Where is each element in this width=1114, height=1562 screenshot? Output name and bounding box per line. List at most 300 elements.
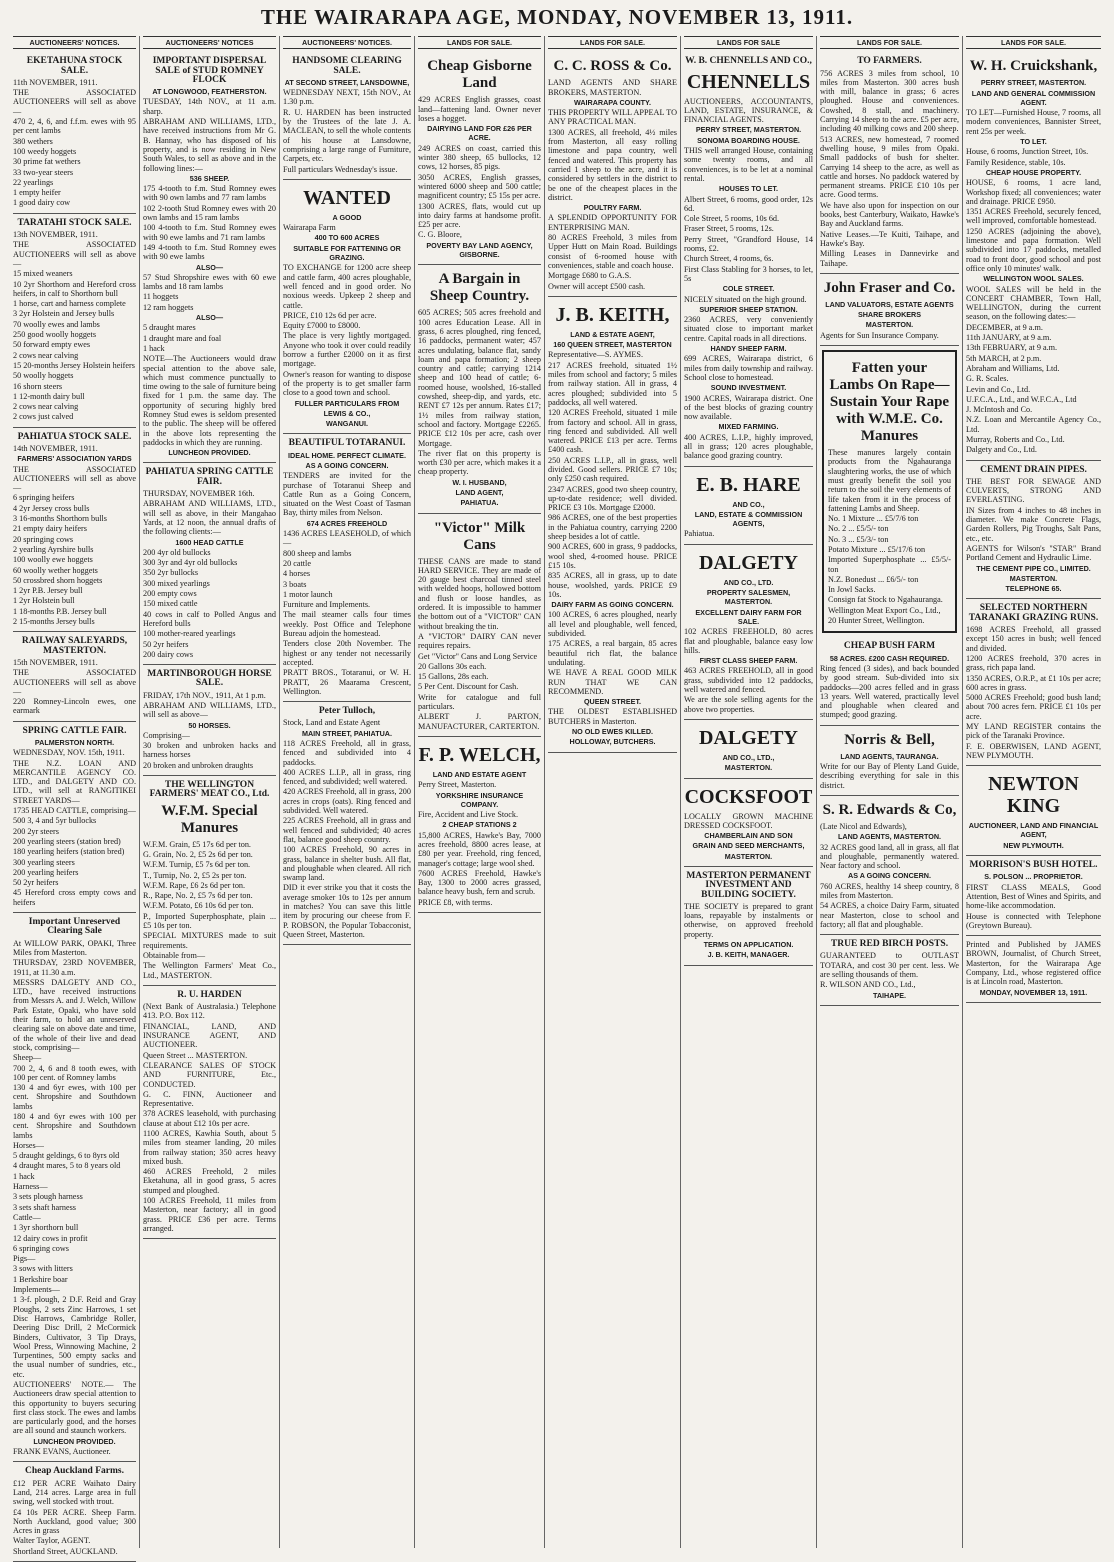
ad-text-line: 11 hoggets: [143, 292, 179, 302]
ad-text-line: 1 empty heifer: [13, 188, 61, 198]
ad-text-line: 605 ACRES; 505 acres freehold and 100 acres Education Lease. All in grass, 6 acres ploughed, ring fenced, 16 paddocks, permanent water; 457 acres undulating, balance flat, sandy loam and papa formation; 2 sheep country and cattle; carrying 1214 sheep and 100 head of cattle; 6-roomed house, woolshed, 16-stalled cowshed, sheep-dip, and yards, etc. RENT £7 12s per annum. Rates £17; 1½ miles from railway station, school and factory. Mortgage £2265. PRICE £12 10s per acre, cash over Mortgage.: [418, 308, 541, 448]
ad-text-line: LAND & ESTATE AGENT,: [570, 329, 655, 339]
ad-text-line: PRICE £8, with terms.: [418, 897, 493, 907]
ad-display-heading: WANTED: [303, 186, 391, 209]
ad-title: TO FARMERS.: [857, 56, 922, 67]
ad-text-line: 20 cattle: [283, 558, 311, 568]
ad-text-line: 54 ACRES, a choice Dairy Farm, situated near Masterton, close to school and factory; all flat and ploughable.: [820, 901, 959, 929]
ad-text-line: ALSO—: [195, 313, 224, 323]
advertisement: [820, 52, 959, 274]
column-header: AUCTIONEERS' NOTICES.: [283, 36, 411, 49]
ad-text-line: 217 ACRES freehold, situated 1½ miles from school and factory; 5 miles from railway station. All in grass, 4 acres ploughed; subdivided into 5 paddocks, all well watered.: [548, 360, 677, 407]
ad-text-line: TAIHAPE.: [872, 990, 906, 1000]
ad-text-line: 12 ram hoggets: [143, 302, 194, 312]
ad-text-line: 100 mother-reared yearlings: [143, 629, 236, 639]
ad-text-line: 1735 HEAD CATTLE, comprising—: [13, 806, 136, 816]
ad-text-line: HANDY SHEEP FARM.: [710, 344, 787, 354]
ad-text-line: AND CO., LTD.,: [722, 752, 775, 762]
ad-text-line: IDEAL HOME. PERFECT CLIMATE.: [288, 450, 406, 460]
ad-text-line: 4 horses: [283, 569, 311, 579]
ad-text-line: LAND AGENT,: [455, 487, 504, 497]
ad-text-line: LUNCHEON PROVIDED.: [168, 448, 251, 458]
ad-text-line: AUCTIONEERS' NOTE.— The Auctioneers draw special attention to this opportunity to buyers securing first class stock. The ewes and lambs are particularly good, and the horses are all sound and staunch workers.: [13, 1380, 136, 1436]
ad-text-line: CLEARANCE SALES OF STOCK AND FURNITURE, Etc., CONDUCTED.: [143, 1060, 276, 1089]
ad-text-line: AGENTS for Wilson's "STAR" Brand Portland Cement and Hydraulic Lime.: [966, 543, 1101, 563]
ad-title: Fatten your Lambs On Rape—Sustain Your Rape with W.M.E. Co. Manures: [829, 360, 950, 445]
advertisement: [143, 776, 276, 986]
ad-text-line: HOLLOWAY, BUTCHERS.: [569, 737, 656, 747]
advertisement: [283, 52, 411, 180]
ad-text-line: Native Leases.—Te Kuiti, Taihape, and Hawke's Bay.: [820, 229, 959, 248]
ad-text-line: TO LET.: [1020, 137, 1047, 147]
ad-text-line: First Class Stabling for 3 horses, to let, 5s: [684, 264, 813, 283]
ad-text-line: Dalgety and Co., Ltd.: [966, 445, 1037, 455]
ad-text-line: PROPERTY SALESMEN, MASTERTON.: [706, 588, 791, 607]
ad-text-line: We are the sole selling agents for the above two properties.: [684, 695, 813, 714]
ad-text-line: 100 4-tooth to f.m. Stud Romney ewes with 90 ewe lambs and 71 ram lambs: [143, 223, 276, 242]
ad-text-line: 200 dairy cows: [143, 649, 194, 659]
ad-text-line: FRANK EVANS, Auctioneer.: [13, 1447, 111, 1457]
ad-text-line: 15th NOVEMBER, 1911.: [13, 657, 98, 667]
ad-text-line: THURSDAY, NOVEMBER 16th.: [143, 489, 255, 499]
ad-text-line: NOTE—The Auctioneers would draw special attention to the above sale, which must commence punctually to time owing to the sale of furniture being fixed for 1 p.m. the same day. The opportunity of securing highly bred Romney Stud ewes is seldom presented to the public. The sheep will be offered in the above lots representing the paddocks in which they are running.: [143, 354, 276, 447]
ad-text-line: 175 ACRES, a real bargain, 85 acres beautiful rich flat, the balance undulating.: [548, 639, 677, 667]
ad-text-line: Stock, Land and Estate Agent: [283, 718, 381, 728]
ad-title: PAHIATUA SPRING CATTLE FAIR.: [145, 467, 274, 487]
ad-text-line: House is connected with Telephone (Greytown Bureau).: [966, 911, 1101, 930]
ad-text-line: FRIDAY, 17th NOV., 1911, At 1 p.m.: [143, 690, 266, 700]
ad-title: PAHIATUA STOCK SALE.: [17, 431, 132, 442]
ad-text-line: Write for catalogue and full particulars.: [418, 692, 541, 712]
ad-text-line: W.F.M. Grain, £5 17s 6d per ton.: [143, 839, 251, 849]
ad-text-line: 300 3yr and 4yr old bullocks: [143, 558, 238, 568]
ad-text-line: MAIN STREET, PAHIATUA.: [302, 728, 392, 738]
ad-text-line: 20 Gallons 30s each.: [418, 661, 487, 671]
advertisement: [13, 632, 136, 721]
ad-text-line: Tenders close 20th November. The highest or any tender not necessarily accepted.: [283, 639, 411, 667]
ad-text-line: 11th NOVEMBER, 1911.: [13, 77, 98, 87]
advertisement: [13, 52, 136, 213]
ad-text-line: 102 ACRES FREEHOLD, 80 acres flat and ploughable, balance easy low hills.: [684, 627, 813, 655]
ad-text-line: We have also upon for inspection on our books, best Canterbury, Waikato, Hawke's Bay and Auckland farms.: [820, 200, 959, 229]
ad-text-line: WEDNESDAY NEXT, 15th NOV., At 1.30 p.m.: [283, 88, 411, 107]
ad-text-line: R. WILSON AND CO., Ltd.,: [820, 980, 916, 990]
column-header: AUCTIONEERS' NOTICES: [143, 36, 276, 49]
ad-text-line: DAIRY FARM AS GOING CONCERN.: [551, 600, 674, 610]
ad-text-line: 1 good dairy cow: [13, 198, 71, 208]
ad-text-line: 1 hack: [143, 343, 165, 353]
ad-text-line: SOUND INVESTMENT.: [710, 383, 787, 393]
columns-container: [10, 36, 1104, 1556]
ad-text-line: 400 ACRES, L.I.P., highly improved, all in grass; 120 acres ploughable, balance good grazing country.: [684, 432, 813, 461]
advertisement: [283, 180, 411, 435]
ad-text-line: WEDNESDAY, NOV. 15th, 1911.: [13, 748, 125, 758]
ad-text-line: 460 ACRES Freehold, 2 miles Eketahuna, all in good grass, 5 acres stumped and ploughed.: [143, 1167, 276, 1195]
advertisement: [966, 52, 1101, 460]
ad-display-heading: DALGETY: [699, 726, 798, 749]
ad-text-line: TELEPHONE 65.: [1005, 584, 1062, 594]
ad-title: MARTINBOROUGH HORSE SALE.: [147, 669, 272, 689]
ad-text-line: 2 cows near calving: [13, 350, 79, 360]
ad-text-line: WAIRARAPA COUNTY.: [573, 97, 652, 107]
ad-text-line: 5 draught mares: [143, 323, 196, 333]
ad-text-line: 1 12-month dairy bull: [13, 391, 85, 401]
ad-text-line: THE CEMENT PIPE CO., LIMITED.: [976, 563, 1091, 573]
ad-text-line: N.Z. Bonedust ... £6/5/- ton: [828, 574, 919, 584]
ad-text-line: 3 sows with litters: [13, 1264, 73, 1274]
ad-text-line: 800 sheep and lambs: [283, 548, 352, 558]
ad-text-line: AUCTIONEERS, ACCOUNTANTS, LAND, ESTATE, INSURANCE, & FINANCIAL AGENTS.: [684, 96, 813, 125]
ad-text-line: FIRST CLASS MEALS, Good Attention, Best of Wines and Spirits, and home-like accommodation.: [966, 882, 1101, 911]
ad-text-line: 2 yearling Ayrshire bulls: [13, 544, 94, 554]
ad-text-line: Owner's reason for wanting to dispose of the property is to get smaller farm close to a good town and school.: [283, 369, 411, 398]
ad-text-line: 50 2yr heifers: [143, 639, 189, 649]
ad-text-line: 130 4 and 6yr ewes, with 100 per cent. Shropshire and Southdown lambs: [13, 1083, 136, 1111]
ad-text-line: 100 ACRES Freehold, 90 acres in grass, balance in shelter bush. All flat, and ploughable when cleared. All rich swamp land.: [283, 845, 411, 883]
ad-display-heading: Cheap Gisborne Land: [427, 58, 532, 92]
ad-text-line: ALSO—: [195, 262, 224, 272]
ad-title: RAILWAY SALEYARDS, MASTERTON.: [21, 636, 128, 656]
ad-text-line: 1 horse, cart and harness complete: [13, 299, 126, 309]
newspaper-column: [545, 36, 681, 1548]
ad-text-line: 21 empty dairy heifers: [13, 524, 87, 534]
newspaper-column: [140, 36, 280, 1548]
ad-text-line: FULLER PARTICULARS FROM: [294, 398, 400, 408]
ad-text-line: THIS well arranged House, containing some twenty rooms, and all conveniences, is to be let at a nominal rental.: [684, 146, 813, 183]
advertisement: [418, 265, 541, 513]
ad-text-line: 536 SHEEP.: [189, 173, 230, 183]
ad-text-line: 249 ACRES on coast, carried this winter 380 sheep, 65 bullocks, 12 cows, 12 horses, 85 pigs.: [418, 143, 541, 172]
ad-text-line: TERMS ON APPLICATION.: [703, 940, 794, 950]
ad-text-line: MASTERTON.: [865, 320, 914, 330]
ad-text-line: Murray, Roberts and Co., Ltd.: [966, 434, 1065, 444]
ad-text-line: MASTERTON.: [724, 851, 773, 861]
advertisement: [13, 214, 136, 428]
advertisement: [684, 467, 813, 545]
ad-text-line: LAND AGENTS AND SHARE BROKERS, MASTERTON.: [548, 78, 677, 97]
ad-text-line: 160 QUEEN STREET, MASTERTON: [553, 340, 672, 350]
ad-text-line: In Jowl Sacks.: [828, 585, 876, 595]
column-header: LANDS FOR SALE.: [820, 36, 959, 49]
advertisement: [13, 913, 136, 1462]
ad-text-line: 100 ACRES, 6 acres ploughed, nearly all level and ploughable, well fenced, subdivided.: [548, 610, 677, 639]
ad-text-line: 3 16-months Shorthorn bulls: [13, 514, 107, 524]
ad-text-line: N.Z. Loan and Mercantile Agency Co., Ltd.: [966, 415, 1101, 434]
ad-text-line: Horses—: [13, 1140, 44, 1150]
ad-text-line: G. R. Scales.: [966, 374, 1009, 384]
ad-display-heading: C. C. ROSS & Co.: [553, 58, 672, 75]
ad-text-line: £12 PER ACRE Waihato Dairy Land, 214 acres. Large area in full swing, well stocked with trout.: [13, 1478, 136, 1507]
ad-title: THE WELLINGTON FARMERS' MEAT CO., Ltd.: [149, 780, 270, 800]
ad-text-line: NICELY situated on the high ground.: [684, 294, 807, 304]
ad-title: IMPORTANT DISPERSAL SALE of STUD ROMNEY FLOCK: [152, 56, 267, 85]
ad-text-line: 1 3-f. plough, 2 D.F. Reid and Gray Ploughs, 2 sets Zinc Harrows, 1 set Disc Harrows, Cambridge Roller, Deering Disc Drill, 2 McCormick Binders, Cultivator, 3 Tip Drays, Wool Press, Winnowing Machine, 2 Turpentines, 500 empty sacks and the usual number of sundries, etc., etc.: [13, 1295, 136, 1379]
ad-text-line: ABRAHAM AND WILLIAMS, LTD., have received instructions from Mr G. B. Hannay, who has disposed of his property, and is now residing in New South Wales, to sell as above and in the following lines:—: [143, 117, 276, 173]
ad-text-line: TO LET—Furnished House, 7 rooms, all modern conveniences, Bannister Street, rent 25s per week.: [966, 108, 1101, 136]
advertisement: [966, 856, 1101, 936]
ad-text-line: 50 woolly hoggets: [13, 371, 74, 381]
ad-title: HANDSOME CLEARING SALE.: [292, 56, 402, 76]
advertisement: [684, 52, 813, 466]
ad-text-line: ABRAHAM AND WILLIAMS, LTD., will sell as above—: [143, 701, 276, 720]
ad-text-line: 225 ACRES Freehold, all in grass and well fenced and subdivided; 40 acres flat, balance good sheep country.: [283, 816, 411, 844]
ad-text-line: 470 2, 4, 6, and f.f.m. ewes with 95 per cent lambs: [13, 117, 136, 136]
ad-text-line: QUEEN STREET.: [583, 697, 642, 707]
ad-text-line: 102 2-tooth Stud Romney ewes with 20 own lambs and 15 ram lambs: [143, 203, 276, 223]
ad-text-line: Obtainable from—: [143, 950, 206, 960]
ad-text-line: WOOL SALES will be held in the CONCERT CHAMBER, Town Hall, WELLINGTON, during the current season, on the following dates:—: [966, 284, 1101, 322]
ad-text-line: 149 4-tooth to f.m. Stud Romney ewes with 90 ewe lambs: [143, 242, 276, 262]
advertisement: [548, 52, 677, 297]
advertisement: [143, 665, 276, 776]
ad-text-line: G. C. FINN, Auctioneer and Representative.: [143, 1089, 276, 1109]
ad-text-line: P., Imported Superphosphate, plain ... £5 10s per ton.: [143, 911, 276, 931]
advertisement: [684, 867, 813, 966]
ad-text-line: MONDAY, NOVEMBER 13, 1911.: [979, 987, 1088, 997]
ad-text-line: 300 mixed yearlings: [143, 578, 210, 588]
ad-text-line: 1900 ACRES, Wairarapa district. One of the best blocks of grazing country now available.: [684, 393, 813, 422]
ad-text-line: Get "Victor" Cans and Long Service: [418, 651, 538, 661]
ad-text-line: 378 ACRES leasehold, with purchasing clause at about £12 10s per acre.: [143, 1109, 276, 1128]
ad-text-line: Wellington Meat Export Co., Ltd.,: [828, 605, 941, 615]
ad-text-line: Harness—: [13, 1182, 48, 1192]
ad-text-line: PERRY STREET, MASTERTON.: [980, 78, 1087, 88]
ad-text-line: Milling Leases in Dannevirke and Taihape.: [820, 249, 959, 268]
ad-text-line: LAND AND ESTATE AGENT: [432, 769, 527, 779]
ad-text-line: Imported Superphosphate ... £5/5/- ton: [828, 555, 951, 574]
ad-text-line: 5000 ACRES Freehold; good bush land; about 700 acres fern. PRICE £1 10s per acre.: [966, 693, 1101, 721]
ad-text-line: 1 2yr P.B. Jersey bull: [13, 586, 83, 596]
ad-display-heading: NEWTON KING: [988, 773, 1079, 818]
ad-text-line: Ring fenced (3 sides), and back bounded by good stream. Sub-divided into six paddocks—200 acres felled and in grass 13 years. Well watered, practically level and ploughable when cleared and stumped; good grazing.: [820, 663, 959, 720]
ad-text-line: £4 10s PER ACRE. Sheep Farm. North Auckland, good value; 300 Acres in grass: [13, 1507, 136, 1536]
advertisement: [13, 722, 136, 913]
ad-text-line: FINANCIAL, LAND, AND INSURANCE AGENT, AND AUCTIONEER.: [143, 1021, 276, 1050]
advertisement: [966, 766, 1101, 856]
ad-text-line: 50 2yr heifers: [13, 878, 59, 888]
ad-title: TRUE RED BIRCH POSTS.: [830, 939, 949, 950]
advertisement: [820, 274, 959, 346]
ad-text-line: Furniture and Implements.: [283, 600, 371, 610]
column-header: LANDS FOR SALE: [684, 36, 813, 49]
ad-text-line: 250 good woolly hoggets: [13, 330, 97, 340]
ad-text-line: 80 ACRES Freehold, 3 miles from Upper Hutt on Main Road. Buildings consist of 6-roomed house with conveniences, stable and coach house.: [548, 233, 677, 270]
ad-text-line: WANGANUI.: [326, 419, 368, 429]
ad-text-line: 1 motor launch: [283, 589, 333, 599]
ad-title: R. U. HARDEN: [177, 989, 242, 1000]
ad-title: Important Unreserved Clearing Sale: [28, 917, 121, 937]
ad-text-line: PRICE, £10 12s 6d per acre.: [283, 310, 377, 320]
ad-text-line: 2360 ACRES, very conveniently situated close to important market centre. Capital roads in all directions.: [684, 315, 813, 343]
advertisement: [820, 637, 959, 725]
ad-display-heading: Norris & Bell,: [844, 731, 935, 748]
ad-text-line: LAND VALUATORS, ESTATE AGENTS: [825, 299, 954, 309]
advertisement: [283, 702, 411, 945]
ad-text-line: At WILLOW PARK, OPAKI, Three Miles from Masterton.: [13, 938, 136, 957]
ad-text-line: Potato Mixture ... £5/17/6 ton: [828, 544, 926, 554]
ad-text-line: 15 20-months Jersey Holstein heifers: [13, 360, 135, 370]
ad-text-line: PAHIATUA.: [460, 498, 499, 508]
ad-title: SELECTED NORTHERN TARANAKI GRAZING RUNS.: [968, 603, 1099, 623]
ad-text-line: 50 crossbred shorn hoggets: [13, 575, 103, 585]
ad-text-line: Walter Taylor, AGENT.: [13, 1536, 91, 1546]
ad-text-line: 30 broken and unbroken hacks and harness horses: [143, 741, 276, 760]
ad-text-line: 2 15-months Jersey bulls: [13, 617, 95, 627]
ad-display-heading: CHENNELLS: [686, 70, 811, 93]
ad-title: Cheap Auckland Farms.: [25, 1466, 124, 1477]
ad-text-line: 674 ACRES FREEHOLD: [306, 518, 388, 528]
ad-text-line: Perry Street, "Grandford House, 14 rooms, £2.: [684, 234, 813, 254]
ad-text-line: 200 empty cows: [143, 589, 197, 599]
advertisement: [966, 936, 1101, 1003]
ad-text-line: 200 yearling heifers: [13, 867, 79, 877]
ad-display-heading: John Fraser and Co.: [823, 279, 956, 296]
ad-text-line: Full particulars Wednesday's issue.: [283, 164, 398, 174]
ad-text-line: FIRST CLASS SHEEP FARM.: [699, 656, 798, 666]
ad-text-line: 420 ACRES Freehold, all in grass, 200 acres in crops (oats). Ring fenced and subdivided. Well watered.: [283, 787, 411, 816]
ad-text-line: WELLINGTON WOOL SALES.: [983, 274, 1084, 284]
ad-text-line: Owner will accept £500 cash.: [548, 281, 646, 291]
advertisement: [548, 297, 677, 753]
ad-text-line: 1200 ACRES freehold, 370 acres in grass, rich papa land.: [966, 653, 1101, 673]
newspaper-column: [681, 36, 817, 1548]
ad-text-line: Equity £7000 to £8000.: [283, 321, 361, 331]
ad-text-line: TENDERS are invited for the purchase of Totaranui Sheep and Cattle Run as a Going Concern, situated on the West Coast of Tasman Bay, thirty miles from Nelson.: [283, 471, 411, 518]
ad-text-line: W.F.M. Rape, £6 2s 6d per ton.: [143, 880, 246, 890]
ad-text-line: 15 mixed weaners: [13, 269, 73, 279]
ad-text-line: R., Rape, No. 2, £5 7s 6d per ton.: [143, 891, 253, 901]
ad-text-line: 45 Hereford cross empty cows and heifers: [13, 888, 136, 907]
ad-text-line: 1300 ACRES, all freehold, 4½ miles from Masterton, all easy rolling limestone and papa country, well fenced and watered. This property has carried 1 sheep to the acre, and it is considered by settlers in the district to be one of the cheapest places in the district.: [548, 127, 677, 202]
ad-text-line: DECEMBER, at 9 a.m.: [966, 322, 1043, 332]
ad-text-line: WE HAVE A REAL GOOD MILK RUN THAT WE CAN RECOMMEND.: [548, 668, 677, 696]
ad-text-line: The mail steamer calls four times weekly. Post Office and Telephone Bureau adjoin the homestead.: [283, 610, 411, 639]
ad-display-heading: "Victor" Milk Cans: [433, 519, 526, 553]
ad-title: W. B. CHENNELLS AND CO.,: [685, 56, 812, 67]
ad-text-line: SUITABLE FOR FATTENING OR GRAZING.: [293, 243, 401, 263]
ad-text-line: LEWIS & CO.,: [323, 408, 371, 418]
ad-title: MORRISON'S BUSH HOTEL.: [969, 860, 1098, 871]
advertisement: [684, 720, 813, 779]
ad-text-line: The Wellington Farmers' Meat Co., Ltd., MASTERTON.: [143, 961, 276, 980]
ad-title: SPRING CATTLE FAIR.: [22, 725, 127, 736]
ad-text-line: POVERTY BAY LAND AGENCY, GISBORNE.: [426, 240, 533, 260]
ad-text-line: Mortgage £680 to G.A.S.: [548, 271, 632, 281]
ad-text-line: 1350 ACRES, O.R.P., at £1 10s per acre; 600 acres in grass.: [966, 673, 1101, 692]
advertisement: [418, 737, 541, 913]
ad-text-line: 400 TO 600 ACRES: [314, 233, 380, 243]
ad-text-line: A SPLENDID OPPORTUNITY FOR ENTERPRISING MAN.: [548, 213, 677, 232]
ad-text-line: AT SECOND STREET, LANSDOWNE,: [284, 77, 410, 87]
ad-text-line: 220 Romney-Lincoln ewes, one earmark: [13, 697, 136, 716]
ad-text-line: 350 2yr bullocks: [143, 568, 199, 578]
ad-text-line: 100 woolly ewe hoggets: [13, 555, 93, 565]
ad-text-line: 14th NOVEMBER, 1911.: [13, 443, 98, 453]
ad-text-line: 500 3, 4 and 5yr bullocks: [13, 816, 97, 826]
ad-text-line: 12 dairy cows in profit: [13, 1233, 88, 1243]
masthead: THE WAIRARAPA AGE, MONDAY, NOVEMBER 13, 1911.: [260, 5, 854, 29]
advertisement: [418, 52, 541, 265]
ad-text-line: AT LONGWOOD, FEATHERSTON.: [152, 87, 267, 97]
ad-text-line: 60 woolly wether hoggets: [13, 565, 98, 575]
ad-text-line: 40 cows in calf to Polled Angus and Hereford bulls: [143, 609, 276, 628]
ad-text-line: 32 ACRES good land, all in grass, all flat and ploughable, permanently watered. Near factory and school.: [820, 842, 959, 871]
ad-text-line: AS A GOING CONCERN.: [305, 460, 389, 470]
ad-text-line: 118 ACRES Freehold, all in grass, fenced and subdivided into 4 paddocks.: [283, 739, 411, 767]
ad-text-line: Write for our Bay of Plenty Land Guide, describing everything for sale in this district.: [820, 762, 959, 790]
ad-title: MASTERTON PERMANENT INVESTMENT AND BUILDING SOCIETY.: [686, 871, 811, 900]
ad-text-line: 1 Berkshire boar: [13, 1274, 68, 1284]
ad-text-line: T., Turnip, No. 2, £5 2s per ton.: [143, 870, 247, 880]
ad-text-line: GRAIN AND SEED MERCHANTS,: [692, 841, 805, 851]
ad-text-line: 1300 ACRES, flats, would cut up into dairy farms at handsome profit. £25 per acre.: [418, 201, 541, 230]
ad-text-line: THE BEST FOR SEWAGE AND CULVERTS, STRONG AND EVERLASTING.: [966, 476, 1101, 505]
ad-text-line: 699 ACRES, Wairarapa district, 6 miles from daily township and railway. School close to homestead.: [684, 354, 813, 382]
ad-text-line: GUARANTEED to OUTLAST TOTARA, and cost 30 per cent. less. We are selling thousands of them.: [820, 951, 959, 980]
ad-text-line: THE OLDEST ESTABLISHED BUTCHERS in Masterton.: [548, 707, 677, 726]
ad-text-line: DID it ever strike you that it costs the average smoker 10s to 12s per annum in matches? You can save this little item by procuring our cheese from F. P. ROBSON, the Popular Tobacconist, Queen Street, Masterton.: [283, 883, 411, 939]
ad-text-line: EXCELLENT DAIRY FARM FOR SALE.: [695, 607, 802, 626]
ad-text-line: DAIRYING LAND FOR £26 PER ACRE.: [427, 124, 532, 143]
ad-text-line: LAND AGENTS, TAURANGA.: [840, 751, 939, 761]
ad-text-line: 57 Stud Shropshire ewes with 60 ewe lambs and 18 ram lambs: [143, 272, 276, 292]
newspaper-column: [10, 36, 140, 1556]
ad-text-line: A GOOD: [332, 212, 362, 222]
ad-text-line: 3 sets shaft harness: [13, 1202, 76, 1212]
advertisement: [13, 1462, 136, 1562]
advertisement: [966, 599, 1101, 766]
ad-text-line: 6 springing heifers: [13, 493, 75, 503]
advertisement: [820, 726, 959, 796]
ad-text-line: 3 2yr Holstein and Jersey bulls: [13, 309, 115, 319]
ad-text-line: J. B. KEITH, MANAGER.: [707, 950, 790, 960]
ad-text-line: 200 yearling steers (station bred): [13, 836, 121, 846]
advertisement: [143, 986, 276, 1239]
ad-display-heading: A Bargain in Sheep Country.: [429, 271, 530, 305]
newspaper-column: [963, 36, 1104, 1548]
ad-text-line: MASTERTON.: [724, 763, 773, 773]
ad-text-line: ALBERT J. PARTON, MANUFACTURER, CARTERTON.: [418, 712, 541, 731]
ad-text-line: No. 2 ... £5/5/- ton: [828, 524, 889, 534]
ad-text-line: 120 ACRES Freehold, situated 1 mile from factory and school. All in grass, ring fenced and subdivided. All well watered. PRICE £13 per acre. Terms £400 cash.: [548, 408, 677, 455]
ad-text-line: W.F.M. Turnip, £5 7s 6d per ton.: [143, 860, 251, 870]
ad-text-line: 1698 ACRES Freehold, all grassed except 150 acres in bush; well fenced and divided.: [966, 625, 1101, 653]
ad-text-line: LAND AND GENERAL COMMISSION AGENT.: [971, 88, 1096, 107]
ad-text-line: 150 mixed cattle: [143, 599, 198, 609]
ad-text-line: 2 cows just calved: [13, 412, 74, 422]
ad-text-line: SUPERIOR SHEEP STATION.: [699, 304, 798, 314]
ad-text-line: 900 ACRES, 600 in grass, 9 paddocks, wool shed, 4-roomed house. PRICE £15 10s.: [548, 542, 677, 570]
ad-text-line: 986 ACRES, one of the best properties in the Pahiatua country, carrying 2200 sheep besides a lot of cattle.: [548, 513, 677, 542]
ad-text-line: A "VICTOR" DAIRY CAN never requires repairs.: [418, 631, 541, 651]
ad-text-line: Pahiatua.: [684, 529, 715, 539]
ad-text-line: 50 HORSES.: [188, 720, 231, 730]
ad-text-line: Cole Street, 5 rooms, 10s 6d.: [684, 214, 780, 224]
ad-text-line: Shortland Street, AUCKLAND.: [13, 1546, 118, 1556]
ad-text-line: Representative—S. AYMES.: [548, 350, 643, 360]
ad-text-line: Fire, Accident and Live Stock.: [418, 810, 519, 820]
ad-text-line: 1 draught mare and foal: [143, 333, 222, 343]
ad-text-line: J. McIntosh and Co.: [966, 405, 1033, 415]
ad-text-line: 50 forward empty ewes: [13, 340, 91, 350]
ad-display-heading: DALGETY: [699, 551, 798, 574]
column-header: AUCTIONEERS' NOTICES.: [13, 36, 136, 49]
ad-text-line: TUESDAY, 14th NOV., at 11 a.m. sharp.: [143, 97, 276, 116]
ad-text-line: 11th JANUARY, at 9 a.m.: [966, 333, 1052, 343]
ad-text-line: AND CO.,: [732, 499, 765, 509]
ad-text-line: HOUSES TO LET.: [719, 184, 778, 194]
advertisement: [143, 463, 276, 665]
